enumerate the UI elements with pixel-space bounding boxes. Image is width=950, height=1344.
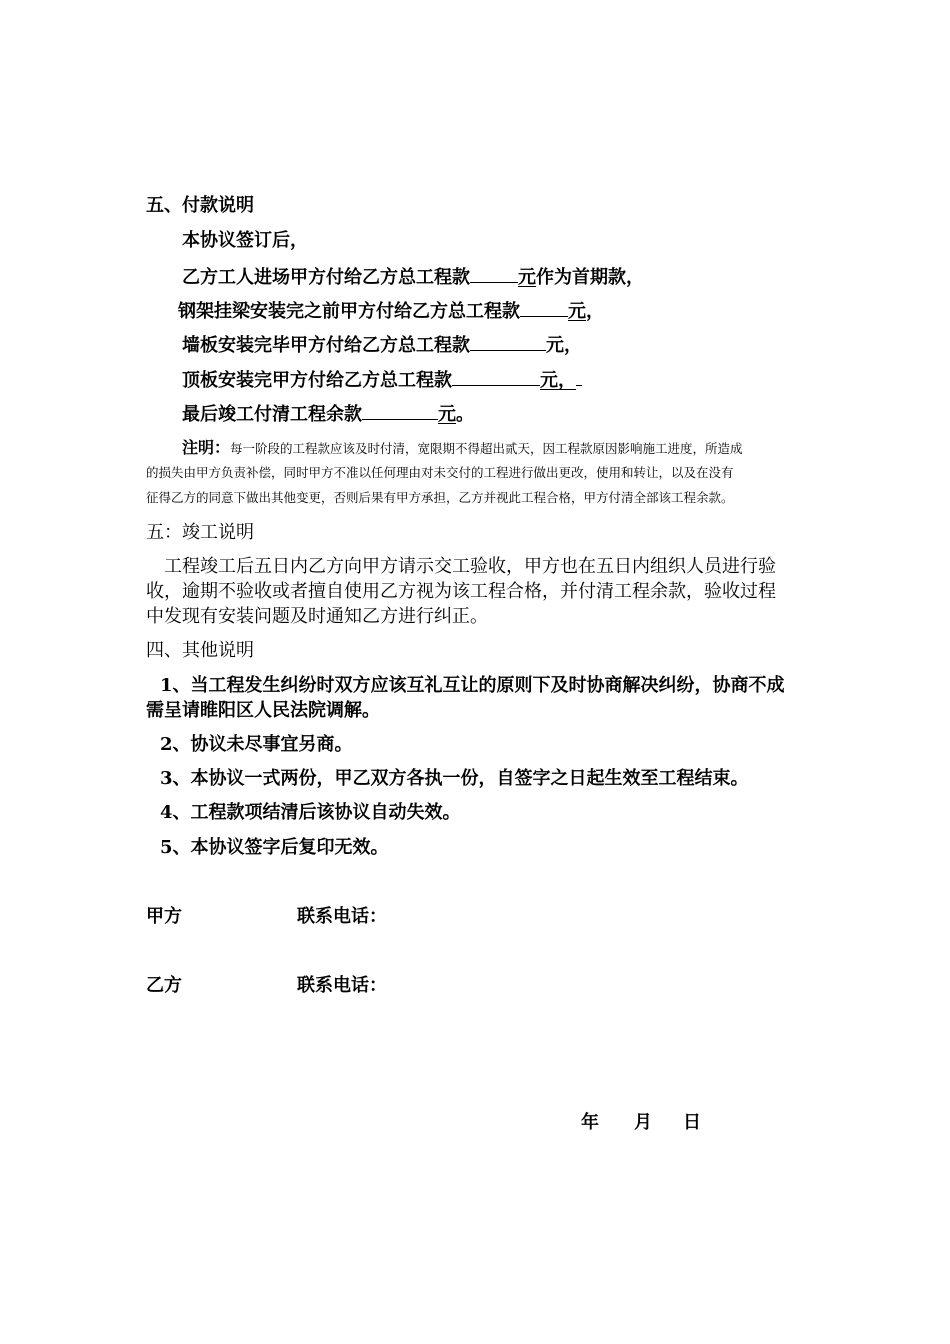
payment-note-line-2: 的损失由甲方负责补偿，同时甲方不准以任何理由对未交付的工程进行做出更改，使用和转让，以及在没有 xyxy=(146,465,734,480)
payment-item-2-suffix: ， xyxy=(586,301,604,322)
payment-item-1-unit: 元 xyxy=(518,267,536,288)
party-a-label: 甲方 xyxy=(146,906,182,927)
payment-item-5-unit: 元 xyxy=(438,404,456,425)
payment-item-2-text: 钢架挂梁安装完之前甲方付给乙方总工程款 xyxy=(178,301,520,322)
other-heading: 四、其他说明 xyxy=(146,640,254,661)
other-item-5: 5、本协议签字后复印无效。 xyxy=(160,837,389,858)
payment-item-5-blank xyxy=(362,401,438,420)
date-day-label: 日 xyxy=(683,1112,701,1133)
payment-item-4 xyxy=(182,367,582,393)
payment-item-2-blank xyxy=(520,298,568,317)
party-b-phone-label: 联系电话： xyxy=(297,975,387,996)
payment-item-3-text: 墙板安装完毕甲方付给乙方总工程款 xyxy=(182,335,470,356)
party-a-phone-label: 联系电话： xyxy=(297,906,387,927)
payment-item-1-text: 乙方工人进场甲方付给乙方总工程款 xyxy=(182,267,470,288)
completion-line-2: 收，逾期不验收或者擅自使用乙方视为该工程合格，并付清工程余款，验收过程 xyxy=(146,581,776,602)
payment-note-line-1 xyxy=(182,436,743,460)
payment-item-4-blank xyxy=(452,367,540,386)
payment-item-3-unit: 元， xyxy=(546,335,582,356)
payment-item-5-suffix: 。 xyxy=(456,404,474,425)
completion-heading: 五：竣工说明 xyxy=(146,522,254,543)
date-month-label: 月 xyxy=(634,1112,652,1133)
payment-item-4-tail xyxy=(576,367,582,386)
payment-item-1 xyxy=(182,264,644,290)
payment-intro: 本协议签订后， xyxy=(182,230,308,251)
payment-item-3-blank xyxy=(470,332,546,351)
payment-item-5 xyxy=(182,401,474,427)
payment-item-4-text: 顶板安装完甲方付给乙方总工程款 xyxy=(182,370,452,391)
payment-item-5-text: 最后竣工付清工程余款 xyxy=(182,404,362,425)
other-item-1-line-1: 1、当工程发生纠纷时双方应该互礼互让的原则下及时协商解决纠纷，协商不成 xyxy=(160,675,785,696)
payment-note-text-1: 每一阶段的工程款应该及时付清，宽限期不得超出贰天，因工程款原因影响施工进度，所造成 xyxy=(230,441,743,456)
payment-item-1-suffix: 作为首期款， xyxy=(536,267,644,288)
date-year-label: 年 xyxy=(581,1112,599,1133)
payment-item-2 xyxy=(178,298,604,324)
other-item-2: 2、协议未尽事宜另商。 xyxy=(160,734,353,755)
payment-item-1-blank xyxy=(470,264,518,283)
completion-line-1: 工程竣工后五日内乙方向甲方请示交工验收，甲方也在五日内组织人员进行验 xyxy=(164,556,776,577)
other-item-4: 4、工程款项结清后该协议自动失效。 xyxy=(160,802,461,823)
payment-item-3 xyxy=(182,332,582,358)
payment-item-2-unit: 元 xyxy=(568,301,586,322)
other-item-3: 3、本协议一式两份，甲乙双方各执一份，自签字之日起生效至工程结束。 xyxy=(160,768,749,789)
payment-note-line-3: 征得乙方的同意下做出其他变更，否则后果有甲方承担，乙方并视此工程合格，甲方付清全部该工程余款。 xyxy=(146,490,734,505)
payment-note-label: 注明： xyxy=(182,438,231,457)
other-item-1-line-2: 需呈请睢阳区人民法院调解。 xyxy=(146,700,380,721)
completion-line-3: 中发现有安装问题及时通知乙方进行纠正。 xyxy=(146,606,488,627)
payment-item-4-unit: 元， xyxy=(540,370,576,391)
payment-heading: 五、付款说明 xyxy=(146,195,254,216)
party-b-label: 乙方 xyxy=(146,975,182,996)
